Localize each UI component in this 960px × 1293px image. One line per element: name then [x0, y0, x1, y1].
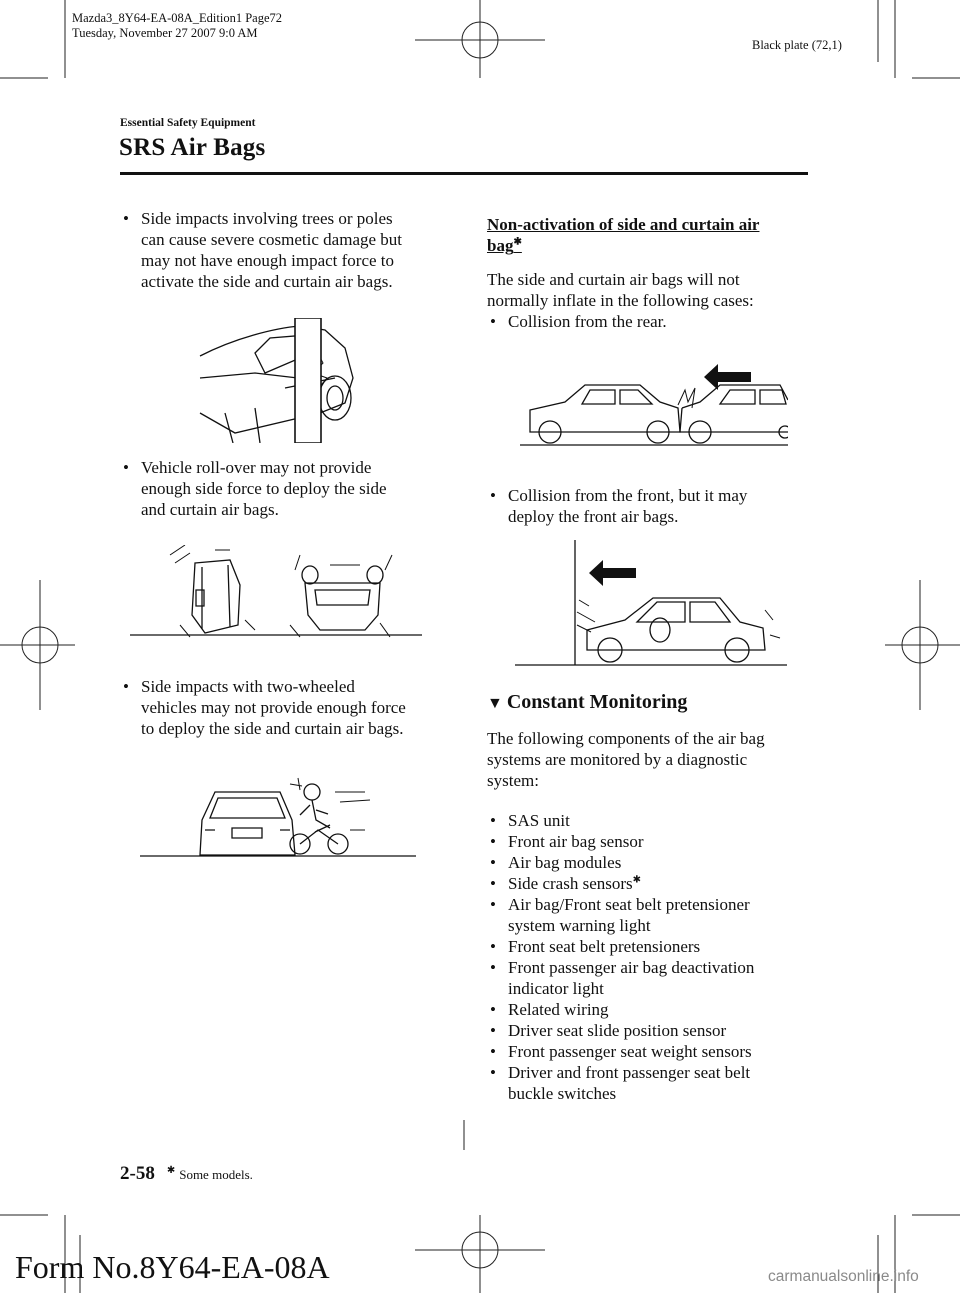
case-rear-collision: • Collision from the rear. — [487, 311, 807, 332]
page-footer — [120, 1163, 253, 1185]
left-column-3 — [120, 676, 460, 739]
motorcycle-illustration — [140, 770, 416, 860]
list-item: • Related wiring — [487, 999, 812, 1020]
non-activation-intro: The side and curtain air bags will not normally inflate in the following cases: — [487, 270, 754, 310]
right-column-3 — [487, 728, 812, 1104]
left-column-2 — [120, 457, 455, 520]
form-number: Form No.8Y64-EA-08A — [15, 1249, 330, 1285]
pole-impact-illustration — [195, 318, 380, 443]
constant-monitoring-heading: ▼ Constant Monitoring — [487, 691, 688, 713]
monitoring-intro: The following components of the air bag systems are monitored by a diagnostic system: — [487, 729, 765, 790]
list-item: • Front air bag sensor — [487, 831, 812, 852]
list-item: • Front passenger air bag deactivation indicator light — [487, 957, 812, 999]
page-title: SRS Air Bags — [119, 134, 266, 161]
components-list — [487, 810, 812, 1104]
bullet-roll-over: • Vehicle roll-over may not provide enough side force to deploy the side and curtain air bags. — [120, 457, 455, 520]
left-column — [120, 208, 455, 292]
file-name: Mazda3_8Y64-EA-08A_Edition1 Page72 — [72, 11, 283, 25]
asterisk-icon: ✱ — [632, 874, 642, 886]
rear-collision-illustration — [520, 360, 788, 450]
file-date: Tuesday, November 27 2007 9:0 AM — [72, 26, 258, 40]
bullet-tree-pole: • Side impacts involving trees or poles can cause severe cosmetic damage but may not have enough impact force to activate the side and curtain air bags. — [120, 208, 455, 292]
asterisk-icon: ✱ — [513, 236, 522, 248]
section-marker-icon: ▼ — [487, 695, 503, 712]
rollover-illustration — [130, 545, 422, 640]
list-item: • Air bag modules — [487, 852, 812, 873]
list-item: • Driver and front passenger seat belt buckle switches — [487, 1062, 812, 1104]
page-number: 2-58 — [120, 1163, 155, 1184]
plate-info: Black plate (72,1) — [752, 38, 842, 52]
right-column — [487, 214, 807, 332]
list-item: • Front passenger seat weight sensors — [487, 1041, 812, 1062]
list-item: • Driver seat slide position sensor — [487, 1020, 812, 1041]
footnote: Some models. — [179, 1167, 253, 1182]
list-item: • Air bag/Front seat belt pretensioner system warning light — [487, 894, 812, 936]
section-label: Essential Safety Equipment — [120, 117, 256, 129]
title-rule — [120, 172, 808, 175]
list-item: • Side crash sensors✱ — [487, 873, 812, 894]
file-info — [72, 11, 282, 41]
case-front-collision: • Collision from the front, but it may deploy the front air bags. — [487, 485, 807, 527]
right-column-2 — [487, 485, 807, 527]
list-item: • Front seat belt pretensioners — [487, 936, 812, 957]
bullet-two-wheeled: • Side impacts with two-wheeled vehicles may not provide enough force to deploy the side and curtain air bags. — [120, 676, 460, 739]
watermark: carmanualsonline.info — [768, 1268, 919, 1285]
list-item: • SAS unit — [487, 810, 812, 831]
front-collision-illustration — [515, 540, 787, 667]
non-activation-heading: Non-activation of side and curtain air bag✱ — [487, 215, 760, 255]
asterisk-icon: ✱ — [166, 1164, 176, 1176]
